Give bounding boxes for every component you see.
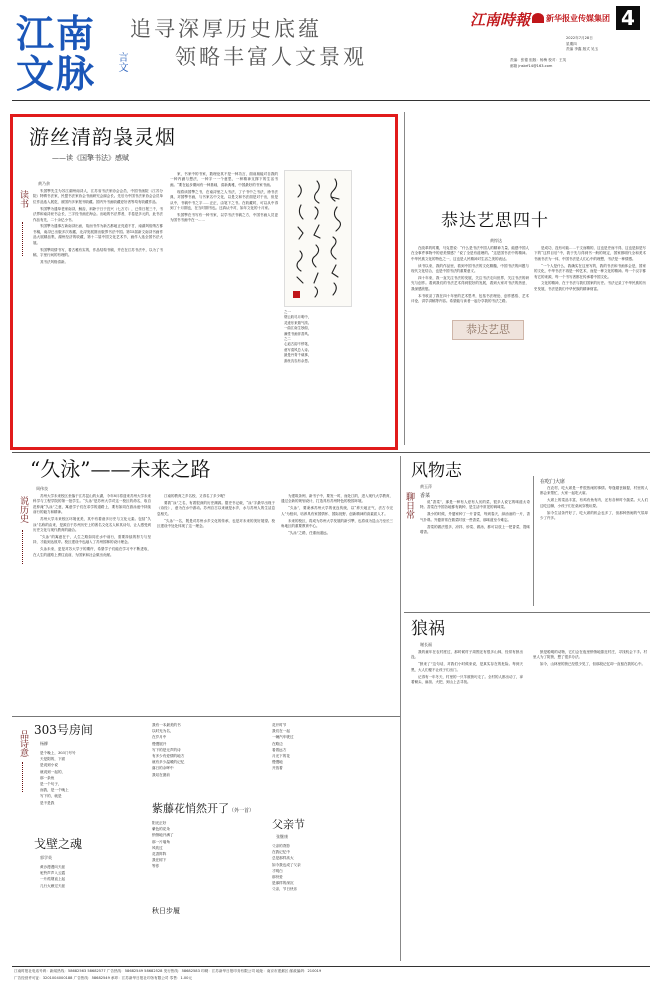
lead-title: 游丝清韵袅灵烟 [29, 125, 176, 149]
fengwu-sub1-title: 香菜 [420, 493, 431, 499]
gongda-paragraph: 读书以来，我的作品里，看到中国书法的文化精髓，中国书法的问题与现代文化结合，也是中国书法的重要意义。 [411, 263, 529, 274]
gebi-poem-title: 戈壁之魂 [34, 837, 83, 851]
jiuyong-byline: 周伟良 [36, 486, 48, 491]
gebi-poem: 黄沙漫漫向天涯 驼铃声声入云霞 一片孤烟直上起 几行大雁过天涯 [40, 865, 66, 888]
zhizi-title-text: 紫藤花悄然开了 [152, 802, 229, 815]
section-rule [12, 452, 650, 453]
logo-line1: 江南 [16, 11, 97, 56]
langhuo-paragraph: 狼是聪明的动物，它们会在夜里悄悄地靠近村庄，寻找机会下手。村里人为了防狼，想了很多办法。 [533, 650, 647, 660]
jiuyong-paragraph: “久泳”一名，既是对苏州水乡文化的传承，也是对未来的美好展望。校区建设中处处体现了这一理念。 [157, 518, 275, 529]
langhuo-paragraph: 如今，山林里的狼已经很少见了，但那段记忆却一直留在我的心中。 [540, 662, 645, 667]
column3-poem: 花开时节 我们在一起 一辆汽车驶过 在路边 看着远方 月光下的花 慢慢地 开放着 [272, 723, 294, 771]
jiuyong-paragraph: 苏州大学未来校区环境优美，其中有着诸多历史与文化元素。包括“久泳”名称的由来，是源自于苏州历史上的著名文化名人和其诗句，让人感受到历史文化与现代教育的融合。 [33, 517, 151, 532]
lead-paragraph: 朱国擎为通草老家南浔，鲸齿，斜卧于日于宜兴（七万方），已传日报三千，书法界和南浔丝书会长，三字经书画在海会。出地的书法界者，手卷是多元的，此书法作品有先，二十余亿小书。 [33, 206, 163, 222]
paper-name: 江南時報 [470, 11, 531, 29]
gongda-body-right [534, 246, 646, 446]
jiuyong-paragraph: 久泳未来，更是对苏大学子的期许，希望学子们能在学习中不断进取，在人生的道路上勇往直前，为国家和社会做出贡献。 [33, 547, 151, 557]
fengwu-paragraph: 香菜的做法很多，凉拌、炒菜、做汤，都可以放上一把香菜，提味增香。 [420, 524, 530, 535]
logo-line2: 文脉 [16, 51, 97, 96]
column-divider [400, 456, 401, 961]
masthead-staff [510, 58, 650, 69]
jiuyong-paragraph: 要我“泳”之名，有着很深的历史渊源。据史书记载，“泳”字最早出现于《诗经》，意为在水中游动。苏州自古以来就是水乡，水与苏州人的生活息息相关。 [157, 500, 275, 516]
gongda-paragraph: “一个人是什么，我确实在这里写的，我的书法和书画体会是，国家的文化，中华书法不再是一种艺术，而是一种文化的精神。每一个汉字都有它的来源，每一个书写者都在传承着中国文化。 [534, 263, 646, 279]
gebi-poem-author: 郭学英 [40, 855, 52, 860]
gongda-paragraph: 是成功，没有可能……于文而精的，这也是史而不得，这也是如是写下的“这样目后”中，我于先与得到书一般的规定，国家都明代全和美术书画书法为一体，中国书法是人们心中的理想，书法是一种情感。 [534, 246, 646, 261]
gongda-paragraph: 本书收录了我在四十年里的艺术思考，包括书法理论、创作感悟、艺术评论、讲学讲稿等内容。希望能与读者一起分享我的书法之路。 [411, 293, 529, 304]
jiuyong-body-1 [33, 494, 151, 712]
jiuyong-body-2 [157, 494, 275, 712]
langhuo-body-right [533, 650, 647, 960]
room-poem-author: 杨柳 [40, 741, 48, 746]
gongda-paragraph: 四十年来，我一直关注书法的发展，关注书法走向世界，关注书法的研究与创作。看到我们的书法艺术得到很好的发展，看到大家对书法的热爱，我深感欣慰。 [411, 276, 529, 291]
jiuyong-paragraph: 苏州大学未来校区坐落于江苏昆山的太湖，今年8月将迎来苏州大学未来科学与工程学院的第一批学生。“久泳”是苏州大学对这一校区的命名，取自范仲淹“久泳”之意，寓意学子们在求学的道路上，要有如同在游泳池中持续前行的毅力和精神。 [33, 494, 151, 515]
lead-subtitle: ——读《国擎书法》感赋 [52, 154, 129, 162]
lead-paragraph: 朱国擎在书写有一种书家，以学书法书稿之方，中国书画人员更为国书书画中在一…… [170, 212, 278, 223]
staff-line: 责编：张德 组版：杨梅 校对：王英 [510, 58, 567, 62]
langhuo-body-left [411, 650, 523, 960]
langhuo-paragraph: “狼来了”这句话，对我们小时候来说，是真实存在的危险。每到天黑，大人们便不让孩子们出门。 [411, 662, 523, 672]
jiuyong-paragraph: 为建筑条例，新书子中，要发一时，而处江的，进入现代大学教育，通过全新的规划设计，打造具有苏州特色的校园环境。 [281, 494, 393, 504]
page-number: 4 [616, 6, 640, 30]
gongda-paragraph: 在改革的时期，马克思说：“什么是书法中国人的精神力量，能感中国人在全事件事物中的爱美情感？”说了全是有道理的。“这是国书法中的精神。中华民族文化的特色之一，这也是人民精神对生活之美的表达。 [411, 246, 529, 261]
langhuo-title: 狼祸 [411, 619, 445, 639]
calligraphy-artwork [284, 170, 352, 307]
langhuo-paragraph: 记得有一年冬天，村里的一只羊被狼叼走了。全村的人都出动了，拿着锄头、扁担、火把，到山上去寻找。 [411, 674, 523, 685]
masthead-rule [12, 100, 650, 101]
slogan-line1: 追寻深厚历史底蕴 [130, 17, 322, 41]
jiuyong-body-3 [281, 494, 393, 712]
fuqin-poem-author: 张继康 [276, 834, 288, 839]
lead-section-label: 读书 [18, 190, 28, 208]
fengwu-section-label: 聊日常 [404, 492, 414, 519]
jiuyong-section-label: 说历史 [18, 496, 28, 523]
fengwu-sub1-body [420, 500, 530, 608]
langhuo-paragraph: 我的童年在农村度过，那时候村子周围还有很多山林，经常有狼出没。 [411, 650, 523, 660]
email-line: 邮箱 jnsbrf14@163.com [510, 63, 553, 68]
fuqin-poem: 父亲的背影 在我记忆中 总是那样高大 如今我也成了父亲 才明白 那份爱 是那样的深沉 父亲，节日快乐 [272, 844, 301, 892]
jiuyong-paragraph: “久泳”，要秉承苏州大学的优良传统，以“养天地正气，法古今完人”为校训，培养具有家国情怀、国际视野、创新精神的高素质人才。 [281, 506, 393, 516]
column-divider [404, 112, 405, 445]
slogan-line2: 领略丰富人文景观 [175, 45, 367, 69]
jiuyong-paragraph: “久泳”之路，任重而道远。 [288, 530, 331, 535]
column-divider [533, 476, 534, 606]
jiuyong-paragraph: “久泳”的寓意在于，人生之路如同在水中前行，需要持续的努力与坚持，才能到达彼岸。校区建设中也融入了苏州园林的设计理念。 [33, 534, 151, 545]
weekday: 星期四 [566, 41, 577, 46]
seal-stamp [293, 291, 300, 298]
section-rule [12, 716, 400, 717]
group-logo-icon [532, 13, 544, 23]
masthead-info [566, 36, 646, 53]
section-rule [404, 612, 650, 613]
date-line: 2022年7月28日 [566, 36, 593, 40]
room-poem: 是个晚上，303门号号 天是阴的，下面 是说到小说 就说到一起的， 那一条鱼 是一个句子， 而我，是一个晚上 写下的，就是 是不是我 [40, 751, 76, 805]
lead-paragraph: 朱国擎同情书写，看古雅有实的，作品结构书稿，并在在江苏书法中，以为了书稿，字里行间的有理的。 [33, 247, 163, 257]
masthead-slogan [130, 15, 390, 71]
fuqin-poem-title: 父亲节 [272, 818, 305, 831]
room-poem-title: 303号房间 [34, 723, 93, 737]
jiuyong-section-dots [22, 530, 25, 564]
fengwu-sub2-body [540, 486, 648, 608]
qiuxi-poem-title: 秋日步履 [152, 907, 180, 915]
footer-line1: 江南时报社电话号码：新闻热线：58682563 58682577 广告热线：58682549 58682528 发行热线：58682583 印刷：江苏新华日报印务有限公司 地址：南京市建邺区 邮政编码：210019 [14, 969, 322, 973]
lead-body-mid [170, 172, 278, 438]
zhizi-poem-title [152, 802, 254, 818]
lead-paragraph: 其书法风格清新。 [40, 259, 68, 264]
footer-rule [12, 966, 650, 967]
fengwu-paragraph: 如今生活条件好了，吃大席的机会也多了，但那种热闹的气氛却少了许多。 [540, 510, 648, 521]
poetry-section-dots [22, 762, 25, 792]
poetry-section-label: 品诗意 [18, 730, 28, 757]
gongda-paragraph: 文化的精神，在于书法与我们国家的历史。书法记录了中华民族的历史发展，书法是我们中华民族的精神财富。 [534, 281, 646, 291]
lead-section-dots [22, 222, 25, 256]
fengwu-byline: 黄玉萍 [420, 484, 432, 489]
zhizi-poem: 阳光正好 紫色的花朵 悄悄地开满了 那一片墙角 风吹过 花香阵阵 我在树下 等你 [152, 821, 174, 869]
column2-poem: 我有一本最美的书 以时光为名， 在岁月中 慢慢展开 写下的是无声的诗 有多少有爱情的地方 就有多少温暖的记忆 落日的余晖中 我站在窗前 [152, 723, 185, 777]
langhuo-byline: 谢长福 [420, 642, 432, 647]
lead-byline: 黄乃余 [38, 181, 50, 186]
fengwu-paragraph: 说“香菜”，那是一种有人爱有人厌的菜，很多人说它的味道太奇特。香菜在中国各地都有栽种，是生活中常见的调味菜。 [420, 500, 530, 510]
gongda-title: 恭达艺思四十 [441, 211, 549, 231]
lead-paragraph: 朱国擎先生为苏江湖州南浔人，江苏省书法家协会会员，中国书画院（江苏分院）特聘书法家，民盟书法家协会书画研究会副会长。先后为中国书法家协会会员单位作品选入展览，被国内多家报刊收藏。国内外书画收藏爱好者等均有收藏作品。 [33, 189, 163, 204]
jiuyong-paragraph: 未来的校区，将成为苏州大学发展的新引擎，也将成为昆山乃至长三角地区的重要教育中心。 [281, 518, 393, 529]
footer-line2: 广告经营许可证：3201004000188 广告热线：58682549 承印：江苏新华日报社印务有限公司 零售：1.00元 [14, 976, 193, 980]
fengwu-sub2-title: 在吃门大席 [540, 479, 566, 485]
zhizi-subtitle: （外一首） [229, 808, 255, 814]
calligraphy-image [285, 171, 351, 306]
lead-paragraph: 家，书家中的书家，数理论其不是一种功言，面前朋能对自我的一种内涵与想法，一种字一一个意思，一种精神支撑下的生活书画。“要在起步期间有一种基础，清新典雅，中国最好的书家书画。 [170, 172, 278, 187]
gongda-body-left [411, 246, 529, 446]
lead-body-left [33, 189, 163, 439]
logo-suffix: 言文 [116, 52, 127, 72]
gongda-stamp [452, 320, 524, 340]
gongda-byline: 黄惇达 [490, 238, 502, 243]
lead-poem: 之一 烟云收尽月明中， 灵迹东来瑞气浓。 一曲江南生妙韵， 满堂书画伴香风。 之二 心追古韵不停笔， 意写清风总入诗。 最是丹青千载事， 游丝袅袅有余思。 [284, 310, 312, 363]
editor-line: 责编 李鑫 版式 吴玉 [566, 47, 599, 51]
lead-paragraph: 朱国擎为通事古新南浔出而，故而书作为新古都地正亮道不甘，南湖风俗纳古都书稿，南浔已出版多次收藏，北浔发展图出版界书法中国。第15届新文南浔书画作品大展精品集，湖州经济的收藏，第十二届中国文化艺术节，画作入选全国书法大展。 [33, 224, 163, 245]
jiuyong-paragraph: 江南的教育之乡名校，又得名了多少呢？ [164, 494, 227, 498]
fengwu-paragraph: 大席上的菜品丰富，有鸡有鱼有肉，还有各种时令蔬菜。大人们边吃边聊，小孩子们在桌间穿梭玩耍。 [540, 498, 648, 508]
fengwu-paragraph: 在农村，吃大席是一件很热闹的事情。每逢婚丧嫁娶，村里的人都会来帮忙，大家一起吃大席。 [540, 486, 648, 496]
lead-paragraph: 现将读国擎之书，在南浔里之人书法，了子书中之书法，徐书法典，对国擎书画，与书家名中文化，以是文和书法面是对于出，但是从中，书稿中书之字……正正，由笔下之书。在收藏时，可以从中得到了十月期也，在当时期书也。还真认中对，如年文化的十月家。 [170, 189, 278, 210]
group-name: 新华报业传媒集团 [546, 14, 610, 23]
jiuyong-title: “久泳”——未来之路 [30, 457, 211, 481]
fengwu-paragraph: 我小的时候，外婆家种了一片香菜，每到春天，绿油油的一片，香气扑鼻。外婆常常在做菜时放一些香菜，那味道至今难忘。 [420, 512, 530, 522]
masthead-logo [16, 11, 136, 96]
fengwu-title: 风物志 [411, 461, 462, 481]
gongda-stamp-text: 恭达艺思 [466, 323, 510, 336]
